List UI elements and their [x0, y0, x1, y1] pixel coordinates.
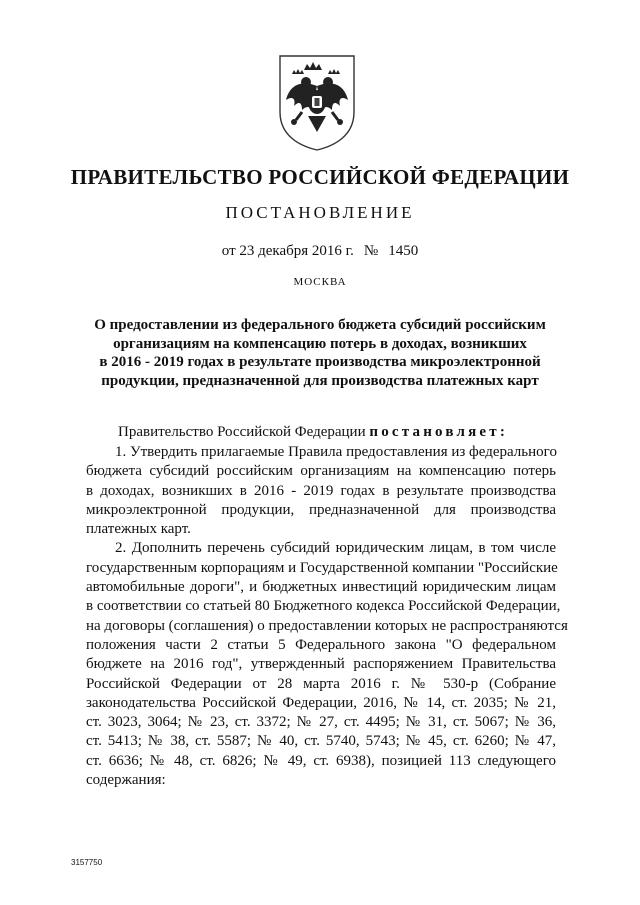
body-line: положения части 2 статьи 5 Федерального закона "О федеральном — [86, 636, 556, 653]
body-line: 1. Утвердить прилагаемые Правила предоставления из федерального — [115, 444, 557, 460]
document-number: 1450 — [388, 243, 419, 259]
document-date-line — [0, 243, 640, 260]
number-sign: № — [363, 243, 379, 259]
body-line: Российской Федерации от 28 марта 2016 г. № 530-р (Собрание — [86, 675, 556, 692]
city: МОСКВА — [293, 276, 347, 288]
coat-of-arms-icon — [272, 50, 362, 152]
body-line: автомобильные дороги", и бюджетных инвестиций юридическим лицам — [86, 579, 556, 596]
body-line: государственным корпорациям и Государственной компании "Российские — [86, 559, 558, 576]
body-line: микроэлектронной продукции, предназначенной для производства — [86, 501, 556, 518]
title-line: организациям на компенсацию потерь в доходах, возникших — [113, 335, 527, 352]
title-line: О предоставлении из федерального бюджета субсидий российским — [94, 317, 546, 333]
document-body — [86, 443, 568, 790]
body-line: бюджете на 2016 год", утвержденный распоряжением Правительства — [86, 656, 556, 673]
body-line: ст. 3023, 3064; № 23, ст. 3372; № 27, ст. 4495; № 31, ст. 5067; № 36, — [86, 714, 556, 731]
body-line: на договоры (соглашения) о предоставлении которых не распространяются — [86, 617, 568, 634]
document-type: ПОСТАНОВЛЕНИЕ — [225, 203, 415, 222]
body-line: ст. 6636; № 48, ст. 6826; № 49, ст. 6938), позицией 113 следующего — [86, 752, 556, 769]
body-line: 2. Дополнить перечень субсидий юридическим лицам, в том числе — [115, 540, 556, 557]
decree-word: постановляет: — [369, 424, 509, 440]
intro-lead: Правительство Российской Федерации — [118, 424, 366, 440]
title-line: в 2016 - 2019 годах в результате производства микроэлектронной — [99, 354, 541, 370]
body-line: ст. 5413; № 38, ст. 5587; № 40, ст. 5740, 5743; № 45, ст. 6260; № 47, — [86, 733, 556, 750]
body-line: в соответствии со статьей 80 Бюджетного кодекса Российской Федерации, — [86, 598, 561, 615]
document-title — [70, 316, 570, 390]
document-date: от 23 декабря 2016 г. — [221, 243, 354, 259]
government-name: ПРАВИТЕЛЬСТВО РОССИЙСКОЙ ФЕДЕРАЦИИ — [70, 165, 570, 189]
title-line: продукции, предназначенной для производства платежных карт — [101, 372, 539, 389]
intro-line — [118, 424, 508, 441]
body-line: законодательства Российской Федерации, 2016, № 14, ст. 2035; № 21, — [86, 694, 556, 711]
body-line: бюджета субсидий российским организациям на компенсацию потерь — [86, 463, 556, 480]
body-line: содержания: — [86, 772, 166, 789]
body-line: в доходах, возникших в 2016 - 2019 годах в результате производства — [86, 482, 556, 499]
body-line: платежных карт. — [86, 521, 191, 538]
document-code: 3157750 — [71, 858, 103, 867]
